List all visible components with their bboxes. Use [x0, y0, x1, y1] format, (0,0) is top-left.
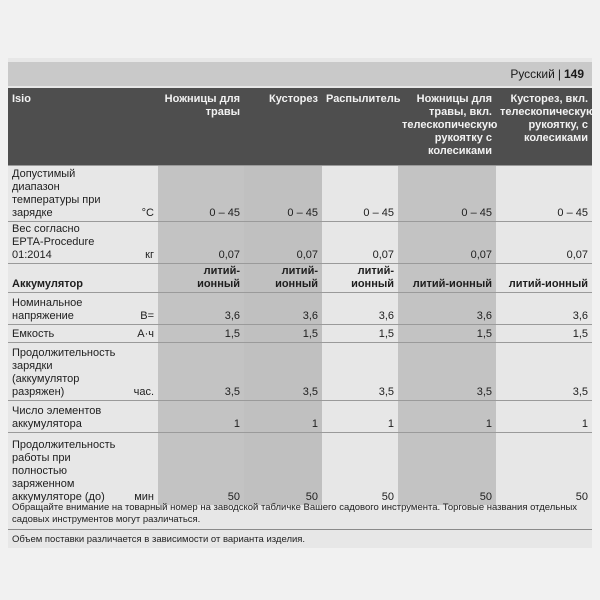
page-header-bar	[8, 62, 592, 86]
page-number: 149	[563, 67, 584, 81]
cell-value: 1,5	[398, 325, 496, 343]
cell-value: 1	[398, 401, 496, 433]
table-header-row	[8, 88, 592, 166]
row-unit: мин	[116, 433, 158, 505]
column-header-unit	[116, 88, 158, 166]
column-header-sprayer: Распылитель	[322, 88, 398, 166]
table-row	[8, 343, 592, 401]
cell-value: 50	[496, 433, 592, 505]
cell-value: 50	[322, 433, 398, 505]
row-unit: кг	[116, 222, 158, 264]
language-label: Русский	[510, 67, 555, 81]
column-header-model: Isio	[8, 88, 116, 166]
cell-value: 0,07	[398, 222, 496, 264]
cell-value: 50	[158, 433, 244, 505]
table-row	[8, 433, 592, 505]
table-row	[8, 325, 592, 343]
cell-value: 3,6	[158, 293, 244, 325]
table-row	[8, 264, 592, 293]
cell-value: 50	[398, 433, 496, 505]
cell-value: 1	[496, 401, 592, 433]
footnote-trade-names: Обращайте внимание на товарный номер на заводской табличке Вашего садового инструмента. Торговые названия отдельных садовых инструментов могут различаться.	[12, 502, 578, 525]
page-info	[510, 62, 584, 86]
cell-value: 1,5	[244, 325, 322, 343]
row-unit	[116, 264, 158, 293]
footnote-delivery-scope: Объем поставки различается в зависимости от варианта изделия.	[12, 534, 306, 545]
row-label: Номинальное напряжение	[8, 293, 116, 325]
cell-value: 3,5	[244, 343, 322, 401]
cell-value: 0 – 45	[158, 166, 244, 222]
cell-value: литий-ионный	[398, 264, 496, 293]
header-separator: |	[557, 67, 561, 81]
row-label: Допустимый диапазон температуры при зарядке	[8, 166, 116, 222]
column-header-shrub-cutter: Кусторез	[244, 88, 322, 166]
cell-value: литий-ионный	[158, 264, 244, 293]
cell-value: 3,6	[244, 293, 322, 325]
cell-value: 0,07	[158, 222, 244, 264]
cell-value: 50	[244, 433, 322, 505]
cell-value: 3,5	[398, 343, 496, 401]
column-header-grass-shears: Ножницы для травы	[158, 88, 244, 166]
cell-value: литий-ионный	[244, 264, 322, 293]
row-label: Число элементов аккумулятора	[8, 401, 116, 433]
cell-value: 1,5	[158, 325, 244, 343]
cell-value: 0 – 45	[398, 166, 496, 222]
cell-value: литий-ионный	[496, 264, 592, 293]
row-unit	[116, 401, 158, 433]
cell-value: 1,5	[496, 325, 592, 343]
table-row	[8, 166, 592, 222]
spec-table	[8, 88, 596, 505]
row-label: Вес согласно EPTA-Procedure 01:2014	[8, 222, 116, 264]
row-unit: °C	[116, 166, 158, 222]
cell-value: 3,6	[398, 293, 496, 325]
cell-value: 0,07	[496, 222, 592, 264]
row-label: Продолжительность работы при полностью заряженном аккумуляторе (до)	[8, 433, 116, 505]
cell-value: 1	[244, 401, 322, 433]
table-row	[8, 293, 592, 325]
row-unit: час.	[116, 343, 158, 401]
cell-value: 1	[322, 401, 398, 433]
footnote-divider	[8, 529, 592, 530]
cell-value: 0 – 45	[496, 166, 592, 222]
row-label: Емкость	[8, 325, 116, 343]
cell-value: 1	[158, 401, 244, 433]
column-header-grass-shears-telescopic: Ножницы для травы, вкл. телескопическую рукоятку с колесиками	[398, 88, 496, 166]
cell-value: 1,5	[322, 325, 398, 343]
cell-value: 0 – 45	[244, 166, 322, 222]
footnotes	[8, 502, 592, 548]
cell-value: 3,6	[496, 293, 592, 325]
manual-page	[8, 58, 596, 548]
cell-value: 3,5	[158, 343, 244, 401]
table-row	[8, 401, 592, 433]
cell-value: 3,5	[496, 343, 592, 401]
cell-value: 3,5	[322, 343, 398, 401]
row-unit: А·ч	[116, 325, 158, 343]
cell-value: 0 – 45	[322, 166, 398, 222]
cell-value: 0,07	[322, 222, 398, 264]
column-header-shrub-cutter-telescopic: Кусторез, вкл. телескопическую рукоятку, с колесиками	[496, 88, 592, 166]
cell-value: 3,6	[322, 293, 398, 325]
row-label: Продолжительность зарядки (аккумулятор разряжен)	[8, 343, 116, 401]
cell-value: литий-ионный	[322, 264, 398, 293]
row-unit: В=	[116, 293, 158, 325]
table-row	[8, 222, 592, 264]
cell-value: 0,07	[244, 222, 322, 264]
row-label: Аккумулятор	[8, 264, 116, 293]
